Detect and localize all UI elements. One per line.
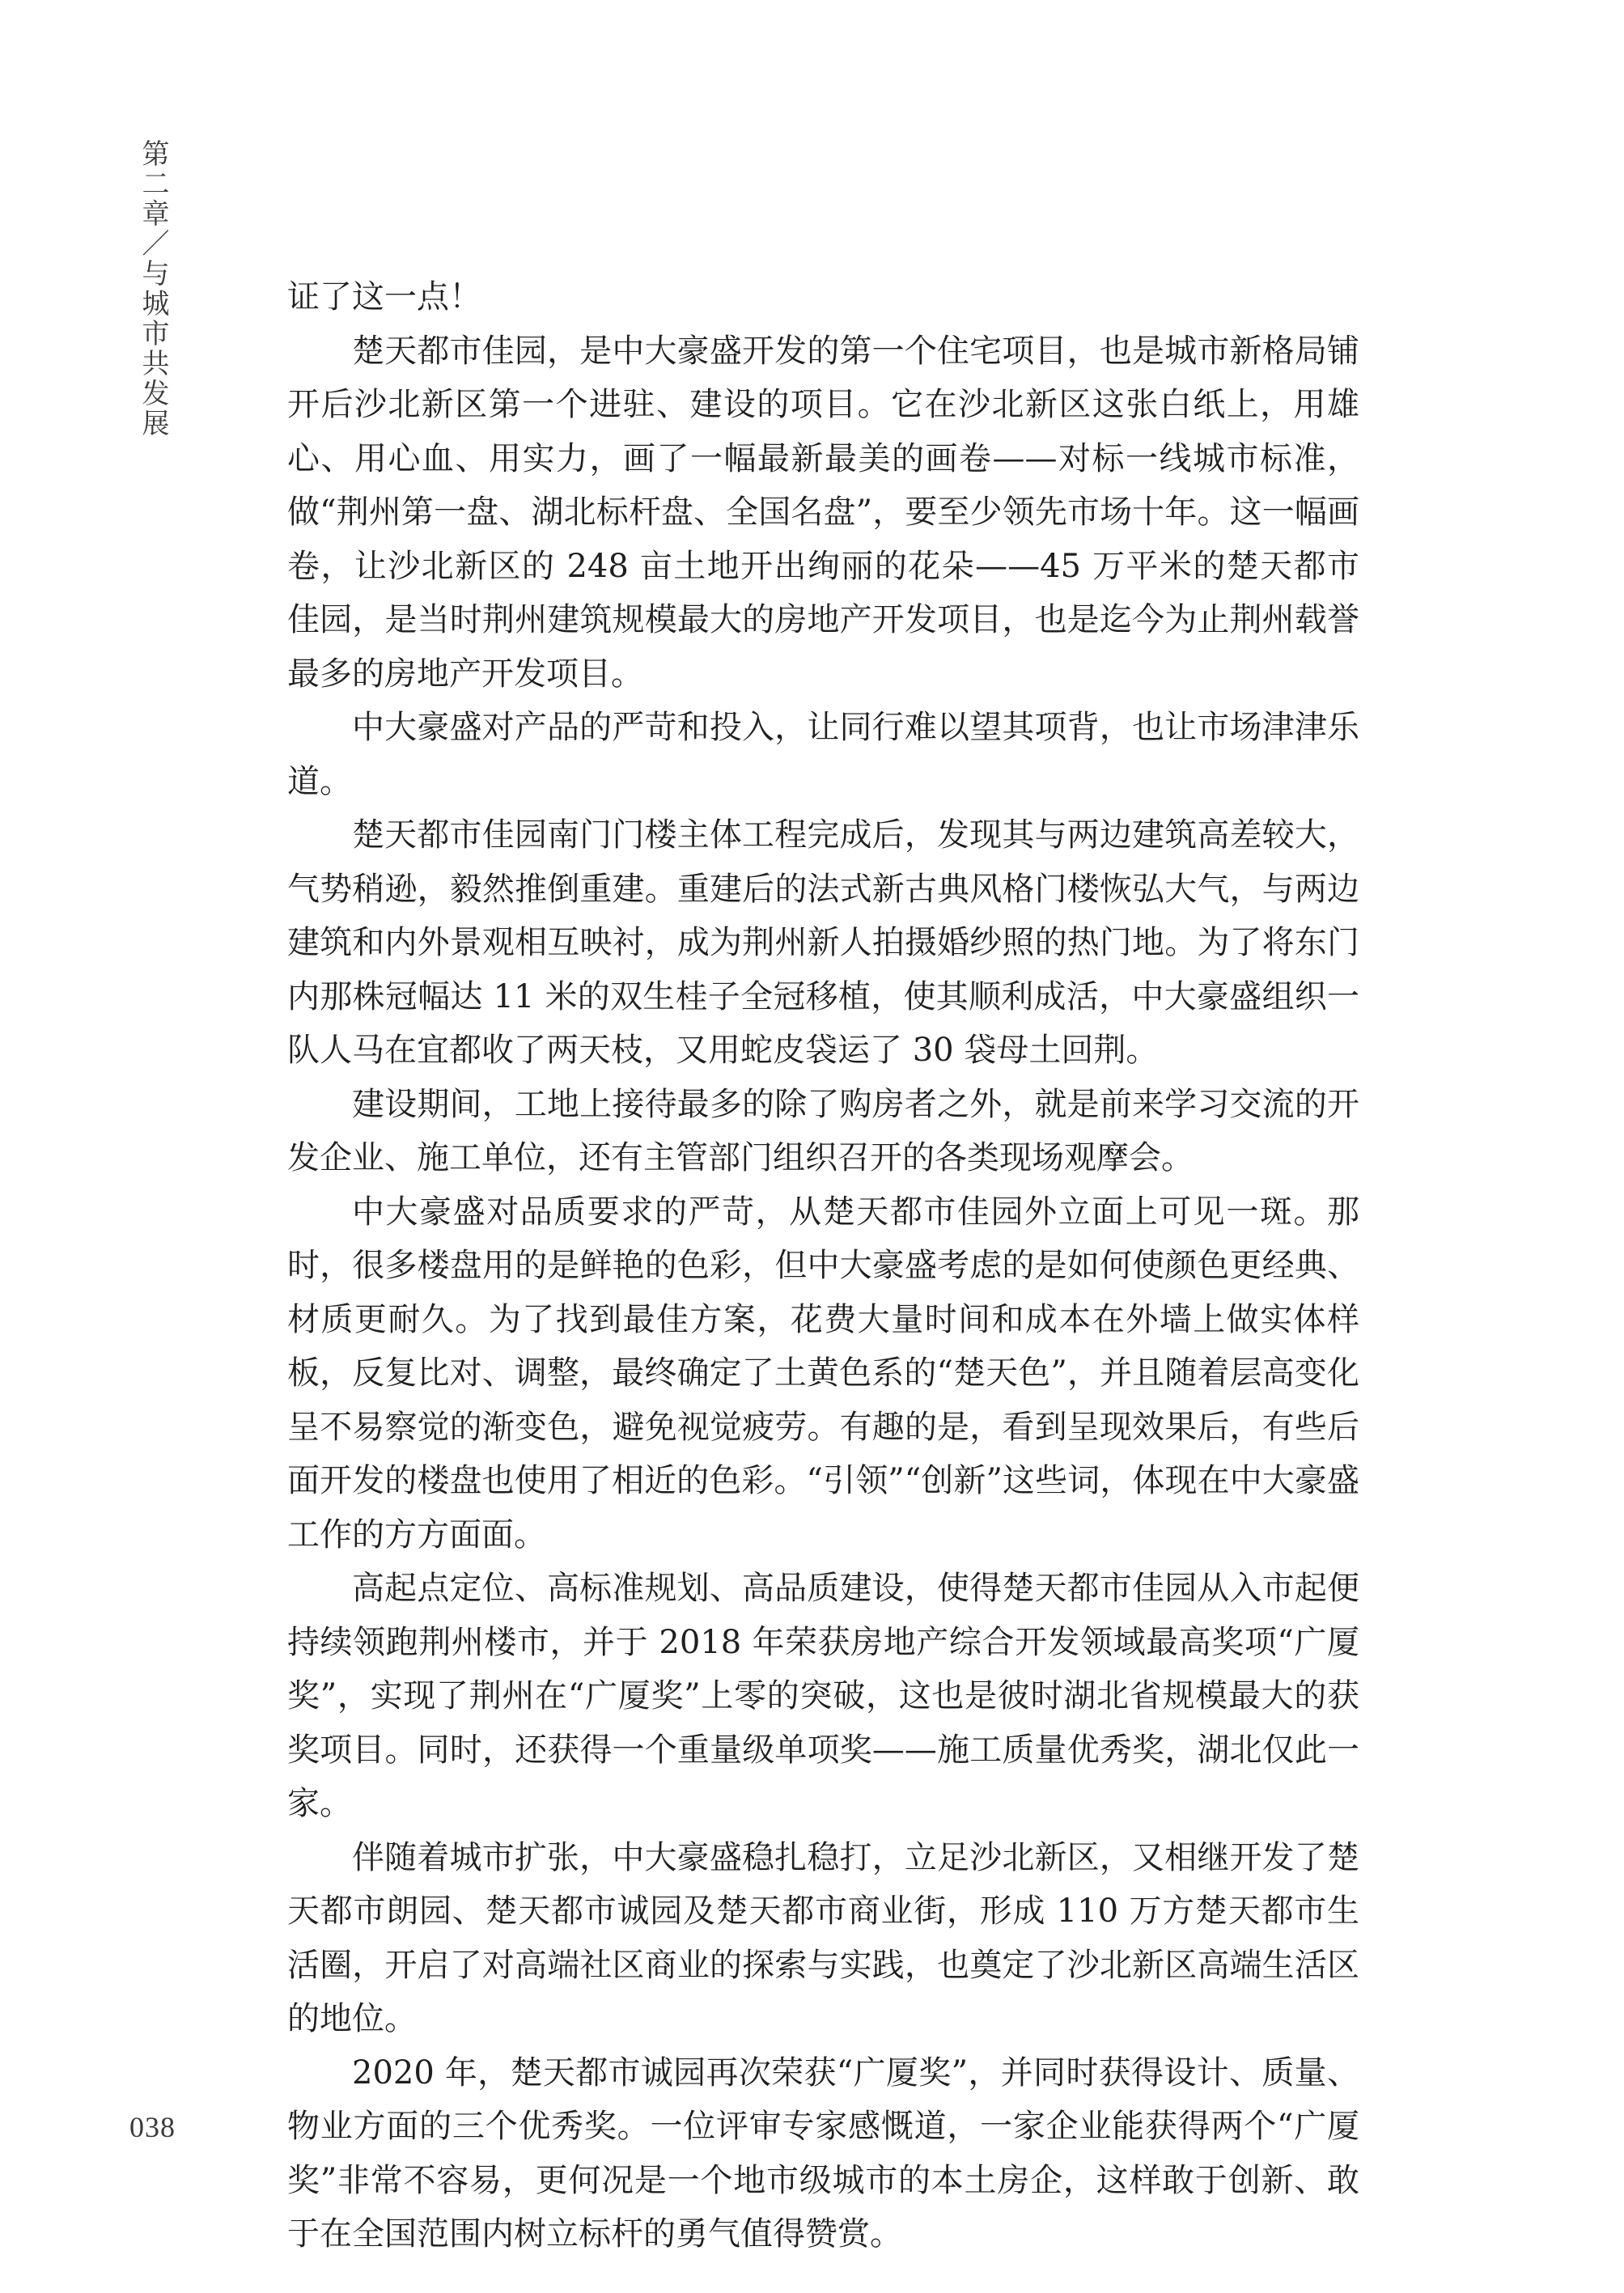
running-head: 第二章／与城市共发展 — [137, 139, 169, 439]
paragraph: 2020 年，楚天都市诚园再次荣获“广厦奖”，并同时获得设计、质量、物业方面的三个优秀奖。一位评审专家感慨道，一家企业能获得两个“广厦奖”非常不容易，更何况是一个地市级城市的本土房企，这样敢于创新、敢于在全国范围内树立标杆的勇气值得赞赏。 — [287, 2054, 1359, 2253]
paragraph: 楚天都市佳园南门门楼主体工程完成后，发现其与两边建筑高差较大，气势稍逊，毅然推倒重建。重建后的法式新古典风格门楼恢弘大气，与两边建筑和内外景观相互映衬，成为荆州新人拍摄婚纱照的热门地。为了将东门内那株冠幅达 11 米的双生桂子全冠移植，使其顺利成活，中大豪盛组织一队人马在宜都收了两天枝，又用蛇皮袋运了 30 袋母土回荆。 — [287, 816, 1359, 1069]
paragraph: 证了这一点！ — [287, 278, 481, 316]
paragraph: 高起点定位、高标准规划、高品质建设，使得楚天都市佳园从入市起便持续领跑荆州楼市，并于 2018 年荣获房地产综合开发领域最高奖项“广厦奖”，实现了荆州在“广厦奖”上零的突破，这也是彼时湖北省规模最大的获奖项目。同时，还获得一个重量级单项奖——施工质量优秀奖，湖北仅此一家。 — [287, 1570, 1359, 1822]
body-text — [287, 270, 1359, 2261]
page-number: 038 — [129, 2111, 176, 2143]
paragraph: 楚天都市佳园，是中大豪盛开发的第一个住宅项目，也是城市新格局铺开后沙北新区第一个进驻、建设的项目。它在沙北新区这张白纸上，用雄心、用心血、用实力，画了一幅最新最美的画卷——对标一线城市标准，做“荆州第一盘、湖北标杆盘、全国名盘”，要至少领先市场十年。这一幅画卷，让沙北新区的 248 亩土地开出绚丽的花朵——45 万平米的楚天都市佳园，是当时荆州建筑规模最大的房地产开发项目，也是迄今为止荆州载誉最多的房地产开发项目。 — [287, 332, 1359, 693]
paragraph: 中大豪盛对品质要求的严苛，从楚天都市佳园外立面上可见一斑。那时，很多楼盘用的是鲜艳的色彩，但中大豪盛考虑的是如何使颜色更经典、材质更耐久。为了找到最佳方案，花费大量时间和成本在外墙上做实体样板，反复比对、调整，最终确定了土黄色系的“楚天色”，并且随着层高变化呈不易察觉的渐变色，避免视觉疲劳。有趣的是，看到呈现效果后，有些后面开发的楼盘也使用了相近的色彩。“引领”“创新”这些词，体现在中大豪盛工作的方方面面。 — [287, 1193, 1359, 1553]
paragraph: 中大豪盛对产品的严苛和投入，让同行难以望其项背，也让市场津津乐道。 — [287, 709, 1359, 800]
paragraph: 建设期间，工地上接待最多的除了购房者之外，就是前来学习交流的开发企业、施工单位，还有主管部门组织召开的各类现场观摩会。 — [287, 1085, 1359, 1176]
paragraph: 伴随着城市扩张，中大豪盛稳扎稳打，立足沙北新区，又相继开发了楚天都市朗园、楚天都市诚园及楚天都市商业街，形成 110 万方楚天都市生活圈，开启了对高端社区商业的探索与实践，也奠定了沙北新区高端生活区的地位。 — [287, 1838, 1359, 2037]
